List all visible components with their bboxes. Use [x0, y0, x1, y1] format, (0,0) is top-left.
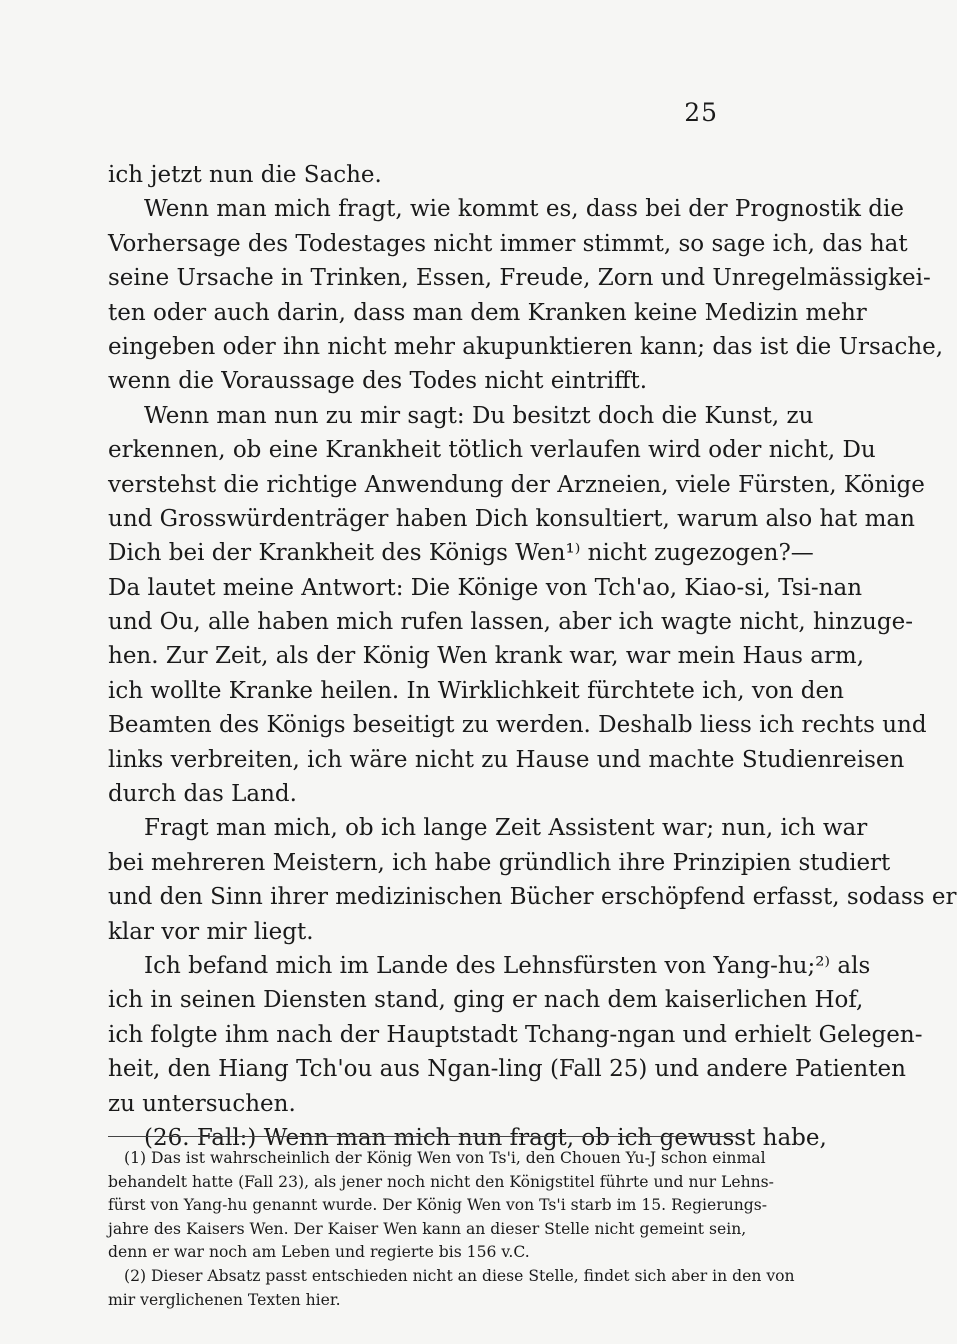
text-line: und Ou, alle haben mich rufen lassen, aber ich wagte nicht, hinzuge-	[108, 609, 913, 636]
footnote-line: mir verglichenen Texten hier.	[108, 1290, 341, 1309]
text-line: Wenn man mich fragt, wie kommt es, dass bei der Prognostik die	[144, 196, 904, 223]
text-line: durch das Land.	[108, 781, 297, 808]
text-line: Ich befand mich im Lande des Lehnsfürsten von Yang-hu;²⁾ als	[144, 952, 871, 979]
footnote-line: denn er war noch am Leben und regierte bis 156 v.C.	[108, 1243, 530, 1262]
text-line: (26. Fall:) Wenn man mich nun fragt, ob ich gewusst habe,	[144, 1124, 827, 1151]
text-line: heit, den Hiang Tch'ou aus Ngan-ling (Fall 25) und andere Patienten	[108, 1056, 906, 1083]
footnote-line: jahre des Kaisers Wen. Der Kaiser Wen kann an dieser Stelle nicht gemeint sein,	[108, 1219, 747, 1238]
text-line: und Grosswürdenträger haben Dich konsultiert, warum also hat man	[108, 505, 915, 532]
text-line: Vorhersage des Todestages nicht immer stimmt, so sage ich, das hat	[108, 230, 908, 257]
footnote-line: behandelt hatte (Fall 23), als jener noch nicht den Königstitel führte und nur Lehns-	[108, 1172, 774, 1191]
text-line: hen. Zur Zeit, als der König Wen krank war, war mein Haus arm,	[108, 643, 865, 670]
text-line: klar vor mir liegt.	[108, 918, 314, 945]
text-line: zu untersuchen.	[108, 1090, 296, 1117]
text-line: wenn die Voraussage des Todes nicht eintrifft.	[108, 368, 648, 395]
text-line: links verbreiten, ich wäre nicht zu Hause und machte Studienreisen	[108, 746, 905, 773]
text-line: seine Ursache in Trinken, Essen, Freude, Zorn und Unregelmässigkei-	[108, 265, 931, 292]
footnote-divider	[108, 1136, 738, 1137]
footnotes	[108, 1147, 795, 1312]
text-line: ich folgte ihm nach der Hauptstadt Tchang-ngan und erhielt Gelegen-	[108, 1021, 923, 1048]
text-line: erkennen, ob eine Krankheit tötlich verlaufen wird oder nicht, Du	[108, 437, 876, 464]
footnote-line: (2) Dieser Absatz passt entschieden nicht an diese Stelle, findet sich aber in den von	[124, 1266, 795, 1285]
text-line: Beamten des Königs beseitigt zu werden. Deshalb liess ich rechts und	[108, 712, 927, 739]
text-line: bei mehreren Meistern, ich habe gründlich ihre Prinzipien studiert	[108, 849, 891, 876]
body-text	[108, 158, 957, 1155]
text-line: Fragt man mich, ob ich lange Zeit Assistent war; nun, ich war	[144, 815, 868, 842]
text-line: eingeben oder ihn nicht mehr akupunktieren kann; das ist die Ursache,	[108, 333, 944, 360]
text-line: ten oder auch darin, dass man dem Kranken keine Medizin mehr	[108, 299, 867, 326]
text-line: ich wollte Kranke heilen. In Wirklichkeit fürchtete ich, von den	[108, 677, 844, 704]
text-line: Da lautet meine Antwort: Die Könige von Tch'ao, Kiao-si, Tsi-nan	[108, 574, 863, 601]
text-line: verstehst die richtige Anwendung der Arzneien, viele Fürsten, Könige	[108, 471, 925, 498]
footnote-line: fürst von Yang-hu genannt wurde. Der König Wen von Ts'i starb im 15. Regierungs-	[108, 1196, 768, 1215]
text-line: Wenn man nun zu mir sagt: Du besitzt doch die Kunst, zu	[144, 402, 814, 429]
text-line: ich in seinen Diensten stand, ging er nach dem kaiserlichen Hof,	[108, 987, 864, 1014]
page-number: 25	[684, 98, 718, 127]
text-line: Dich bei der Krankheit des Königs Wen¹⁾ nicht zugezogen?—	[108, 540, 814, 567]
footnote-line: (1) Das ist wahrscheinlich der König Wen von Ts'i, den Chouen Yu-J schon einmal	[124, 1149, 766, 1167]
text-line: ich jetzt nun die Sache.	[108, 162, 382, 188]
text-line: und den Sinn ihrer medizinischen Bücher erschöpfend erfasst, sodass er	[108, 884, 957, 911]
